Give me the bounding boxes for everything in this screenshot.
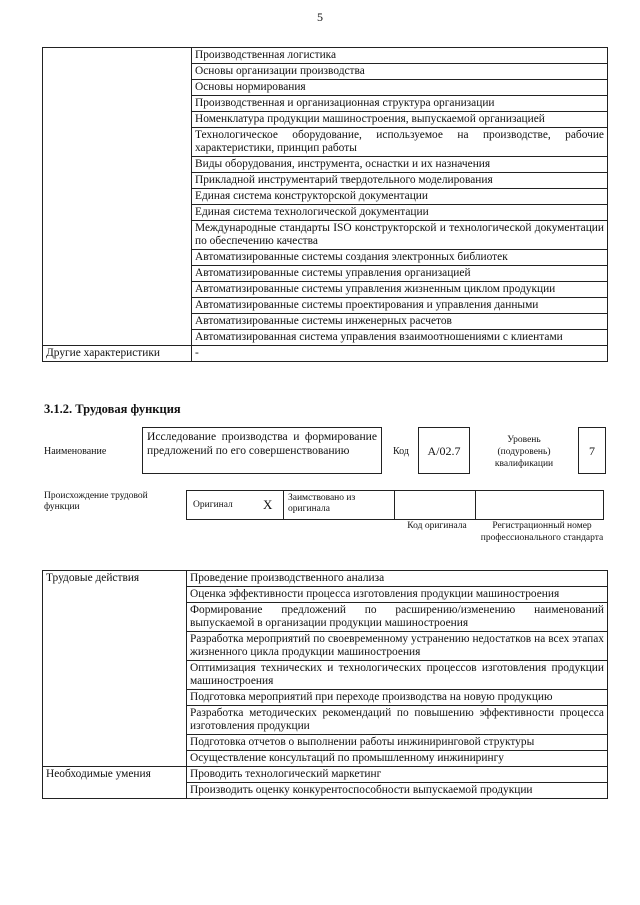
other-label: Другие характеристики: [43, 346, 192, 362]
knowledge-row: [43, 48, 608, 64]
knowledge-item: Технологическое оборудование, используемое на производстве, рабочие характеристики, принцип работы: [192, 128, 608, 157]
origin-box: [186, 490, 604, 520]
action-item: Оптимизация технических и технологических процессов изготовления продукции машиностроения: [187, 661, 608, 690]
function-code: А/02.7: [418, 427, 470, 474]
knowledge-item: Автоматизированные системы управления жизненным циклом продукции: [192, 282, 608, 298]
other-row: [43, 346, 608, 362]
original-label: Оригинал: [193, 500, 233, 510]
other-value: -: [192, 346, 608, 362]
action-item: Оценка эффективности процесса изготовления продукции машиностроения: [187, 587, 608, 603]
reg-caption: Регистрационный номер профессионального стандарта: [480, 521, 604, 543]
knowledge-table: [42, 47, 608, 362]
divider: [283, 491, 284, 519]
knowledge-item: Основы организации производства: [192, 64, 608, 80]
knowledge-item: Автоматизированные системы создания электронных библиотек: [192, 250, 608, 266]
action-item: Разработка мероприятий по своевременному устранению недостатков на всех этапах жизненного цикла продукции машиностроения: [187, 632, 608, 661]
name-label: Наименование: [44, 446, 107, 457]
code-caption: Код оригинала: [407, 521, 467, 531]
divider: [394, 491, 395, 519]
knowledge-item: Автоматизированная система управления взаимоотношениями с клиентами: [192, 330, 608, 346]
knowledge-item: Виды оборудования, инструмента, оснастки и их назначения: [192, 157, 608, 173]
table-row: [43, 767, 608, 783]
knowledge-item: Единая система технологической документации: [192, 205, 608, 221]
original-mark: X: [263, 497, 273, 512]
knowledge-item: Прикладной инструментарий твердотельного моделирования: [192, 173, 608, 189]
borrowed-label: Заимствовано из оригинала: [288, 493, 356, 514]
origin-label: Происхождение трудовой функции: [44, 491, 148, 512]
level-value: 7: [578, 427, 606, 474]
knowledge-item: Автоматизированные системы управления организацией: [192, 266, 608, 282]
knowledge-item: Основы нормирования: [192, 80, 608, 96]
knowledge-item: Номенклатура продукции машиностроения, выпускаемой организацией: [192, 112, 608, 128]
section-heading: 3.1.2. Трудовая функция: [44, 402, 181, 416]
skill-item: Проводить технологический маркетинг: [187, 767, 608, 783]
knowledge-item: Единая система конструкторской документации: [192, 189, 608, 205]
action-item: Подготовка мероприятий при переходе производства на новую продукцию: [187, 690, 608, 706]
action-item: Формирование предложений по расширению/изменению наименований выпускаемой в организации продукции машиностроения: [187, 603, 608, 632]
action-item: Подготовка отчетов о выполнении работы инжиниринговой структуры: [187, 735, 608, 751]
action-item: Разработка методических рекомендаций по повышению эффективности процесса изготовления продукции: [187, 706, 608, 735]
actions-table: [42, 570, 608, 799]
level-label: Уровень (подуровень) квалификации: [494, 435, 554, 469]
action-item: Осуществление консультаций по промышленному инжинирингу: [187, 751, 608, 767]
skill-item: Производить оценку конкурентоспособности выпускаемой продукции: [187, 783, 608, 799]
code-label: Код: [393, 446, 409, 457]
knowledge-item: Производственная логистика: [192, 48, 608, 64]
knowledge-item: Автоматизированные системы инженерных расчетов: [192, 314, 608, 330]
skills-label: Необходимые умения: [43, 767, 187, 799]
function-name: Исследование производства и формирование предложений по его совершенствованию: [142, 427, 382, 474]
page-number: 5: [317, 10, 323, 24]
action-item: Проведение производственного анализа: [187, 571, 608, 587]
table-row: [43, 571, 608, 587]
actions-label: Трудовые действия: [43, 571, 187, 767]
knowledge-item: Международные стандарты ISO конструкторской и технологической документации по обеспечению качества: [192, 221, 608, 250]
knowledge-label-cell: [43, 48, 192, 346]
knowledge-item: Автоматизированные системы проектирования и управления данными: [192, 298, 608, 314]
divider: [475, 491, 476, 519]
knowledge-item: Производственная и организационная структура организации: [192, 96, 608, 112]
